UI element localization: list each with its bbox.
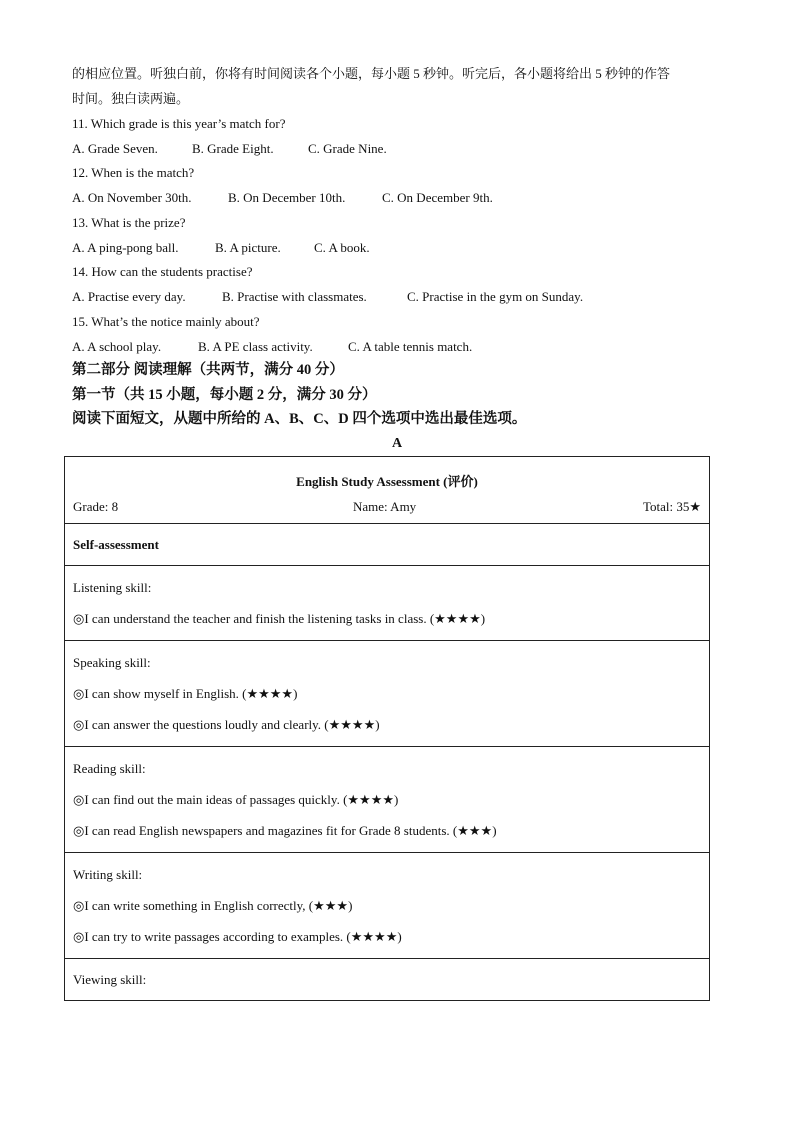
table-row xyxy=(65,641,710,747)
question-11: 11. Which grade is this year’s match for? xyxy=(72,116,286,131)
option-c: C. A book. xyxy=(314,240,370,255)
question-13: 13. What is the prize? xyxy=(72,215,186,230)
table-row xyxy=(65,566,710,641)
question-12: 12. When is the match? xyxy=(72,165,195,180)
option-a: A. A school play. xyxy=(72,339,162,354)
reading-cell xyxy=(65,747,710,853)
self-assessment-label: Self-assessment xyxy=(65,524,710,566)
option-a: A. A ping-pong ball. xyxy=(72,240,179,255)
skill-label: Listening skill: xyxy=(73,580,152,595)
passage-label: A xyxy=(391,436,403,451)
viewing-skill-label: Viewing skill: xyxy=(65,959,710,1001)
name-field: Name: Amy xyxy=(353,499,417,514)
option-a: A. On November 30th. xyxy=(72,190,192,205)
list-item: ◎I can read English newspapers and magazines fit for Grade 8 students. (★★★) xyxy=(73,823,497,838)
option-b: B. Practise with classmates. xyxy=(222,289,367,304)
skill-label: Speaking skill: xyxy=(73,655,151,670)
intro-line-2: 时间。独白读两遍。 xyxy=(72,91,190,106)
option-c: C. A table tennis match. xyxy=(348,339,473,354)
table-row xyxy=(65,747,710,853)
option-a: A. Practise every day. xyxy=(72,289,186,304)
question-14: 14. How can the students practise? xyxy=(72,264,253,279)
table-header-row xyxy=(65,457,710,524)
intro-line-1: 的相应位置。听独白前，你将有时间阅读各个小题，每小题 5 秒钟。听完后，各小题将给出 5 秒钟的作答 xyxy=(72,66,671,81)
list-item: ◎I can show myself in English. (★★★★) xyxy=(73,686,298,701)
table-row xyxy=(65,524,710,566)
option-a: A. Grade Seven. xyxy=(72,141,158,156)
listening-cell xyxy=(65,566,710,641)
part-heading: 第二部分 阅读理解（共两节，满分 40 分） xyxy=(72,362,344,378)
list-item: ◎I can try to write passages according to examples. (★★★★) xyxy=(73,929,402,944)
list-item: ◎I can find out the main ideas of passages quickly. (★★★★) xyxy=(73,792,399,807)
option-c: C. Practise in the gym on Sunday. xyxy=(407,289,584,304)
list-item: ◎I can answer the questions loudly and clearly. (★★★★) xyxy=(73,717,380,732)
reading-instruction: 阅读下面短文，从题中所给的 A、B、C、D 四个选项中选出最佳选项。 xyxy=(72,411,527,427)
grade-field: Grade: 8 xyxy=(73,499,119,514)
table-row xyxy=(65,959,710,1001)
option-b: B. On December 10th. xyxy=(228,190,346,205)
option-b: B. A PE class activity. xyxy=(198,339,313,354)
assessment-table xyxy=(64,456,710,1001)
writing-cell xyxy=(65,853,710,959)
list-item: ◎I can write something in English correctly, (★★★) xyxy=(73,898,353,913)
total-field: Total: 35★ xyxy=(642,499,701,514)
assessment-title: English Study Assessment (评价) xyxy=(296,474,478,489)
section-heading: 第一节（共 15 小题，每小题 2 分，满分 30 分） xyxy=(72,387,377,403)
list-item: ◎I can understand the teacher and finish the listening tasks in class. (★★★★) xyxy=(73,611,486,626)
speaking-cell xyxy=(65,641,710,747)
option-c: C. Grade Nine. xyxy=(308,141,387,156)
table-row xyxy=(65,853,710,959)
skill-label: Writing skill: xyxy=(73,867,143,882)
option-b: B. Grade Eight. xyxy=(192,141,274,156)
option-b: B. A picture. xyxy=(215,240,281,255)
question-15: 15. What’s the notice mainly about? xyxy=(72,314,260,329)
skill-label: Reading skill: xyxy=(73,761,146,776)
option-c: C. On December 9th. xyxy=(382,190,493,205)
